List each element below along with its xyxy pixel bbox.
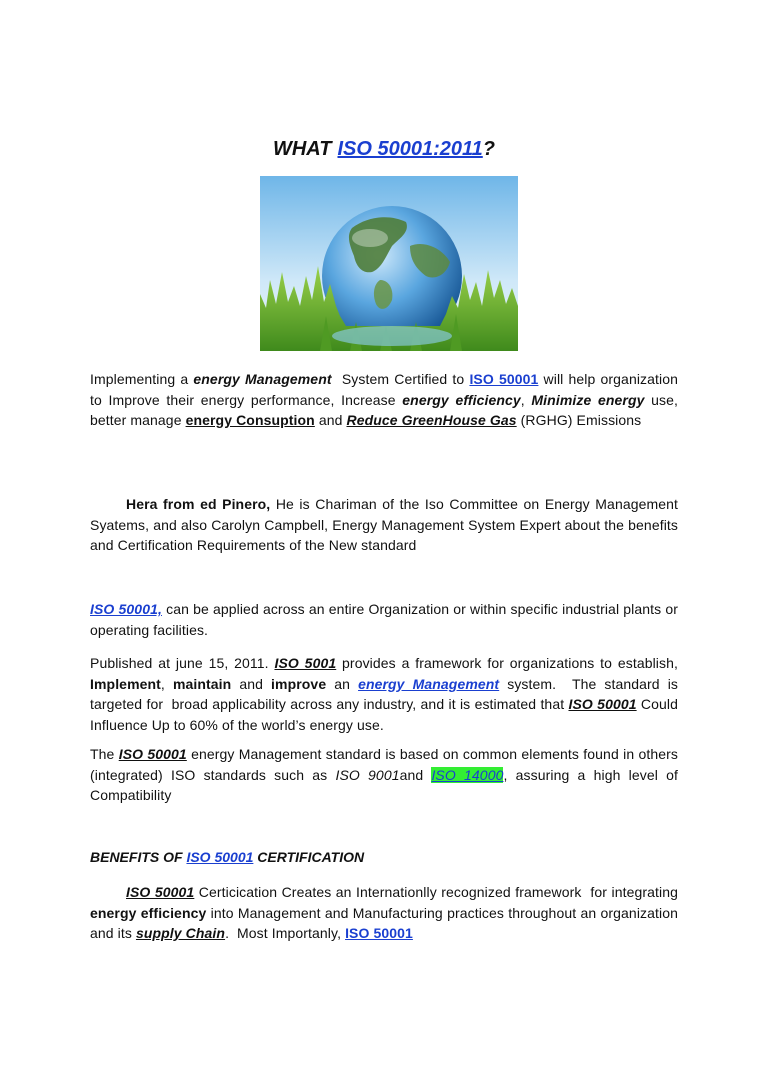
globe-in-grass-image — [260, 176, 518, 351]
reduce-greenhouse-text: Reduce GreenHouse Gas — [346, 412, 517, 428]
benefits-heading: BENEFITS OF ISO 50001 CERTIFICATION — [90, 849, 365, 865]
iso-50001-final-link[interactable]: ISO 50001 — [345, 925, 413, 941]
standard-paragraph: The ISO 50001 energy Management standard is based on common elements found in others (integrated) ISO standards such as ISO 9001and ISO 14000, assuring a high level of Compatibility — [90, 746, 678, 803]
benefits-paragraph: ISO 50001 Certicication Creates an Internationlly recognized framework for integrating energy efficiency into Management and Manufacturing practices throughout an organization and its supply Chain. Most Importanly, ISO 50001 — [90, 884, 682, 941]
energy-efficiency-text: energy efficiency — [402, 391, 521, 408]
globe-illustration — [260, 176, 518, 351]
iso-50001-link[interactable]: ISO 50001 — [469, 371, 539, 387]
energy-management-text: energy Management — [193, 371, 332, 387]
page-title — [0, 138, 768, 161]
energy-consuption-text: energy Consuption — [185, 412, 315, 428]
supply-chain-text: supply Chain — [135, 925, 226, 941]
title-iso-link[interactable]: ISO 50001:2011 — [337, 138, 483, 160]
speaker-paragraph: Hera from ed Pinero, He is Chariman of the Iso Committee on Energy Management Syatems, and also Carolyn Campbell, Energy Management System Expert about the benefits and Certification Requirements of the New standard — [90, 496, 679, 553]
title-suffix: ? — [482, 138, 495, 160]
iso-14000-link[interactable]: ISO 14000 — [431, 766, 504, 783]
iso-50001-scope-link[interactable]: ISO 50001, — [90, 601, 162, 617]
iso-50001-text: ISO 50001 — [568, 696, 637, 712]
iso-9001-text: ISO 9001 — [335, 766, 400, 783]
iso-5001-text: ISO 5001 — [274, 655, 337, 671]
scope-paragraph: ISO 50001, can be applied across an entire Organization or within specific industrial plants or operating facilities. — [90, 601, 679, 638]
intro-paragraph: Implementing a energy Management System Certified to ISO 50001 will help organization to Improve their energy performance, Increase energy efficiency, Minimize energy use, better manage energy Consuption and Reduce GreenHouse Gas (RGHG) Emissions — [90, 371, 678, 428]
energy-management-link[interactable]: energy Management — [358, 675, 500, 692]
published-paragraph: Published at june 15, 2011. ISO 5001 provides a framework for organizations to establish, Implement, maintain and improve an energy Management system. The standard is targeted for broad applicability across any industry, and it is estimated that ISO 50001 Could Influence Up to 60% of the world’s energy use. — [90, 655, 683, 733]
speaker-name: Hera from ed Pinero, — [126, 496, 271, 512]
benefits-iso-link[interactable]: ISO 50001 — [186, 849, 254, 865]
minimize-energy-text: Minimize energy — [531, 391, 645, 408]
title-prefix: WHAT — [272, 138, 332, 160]
